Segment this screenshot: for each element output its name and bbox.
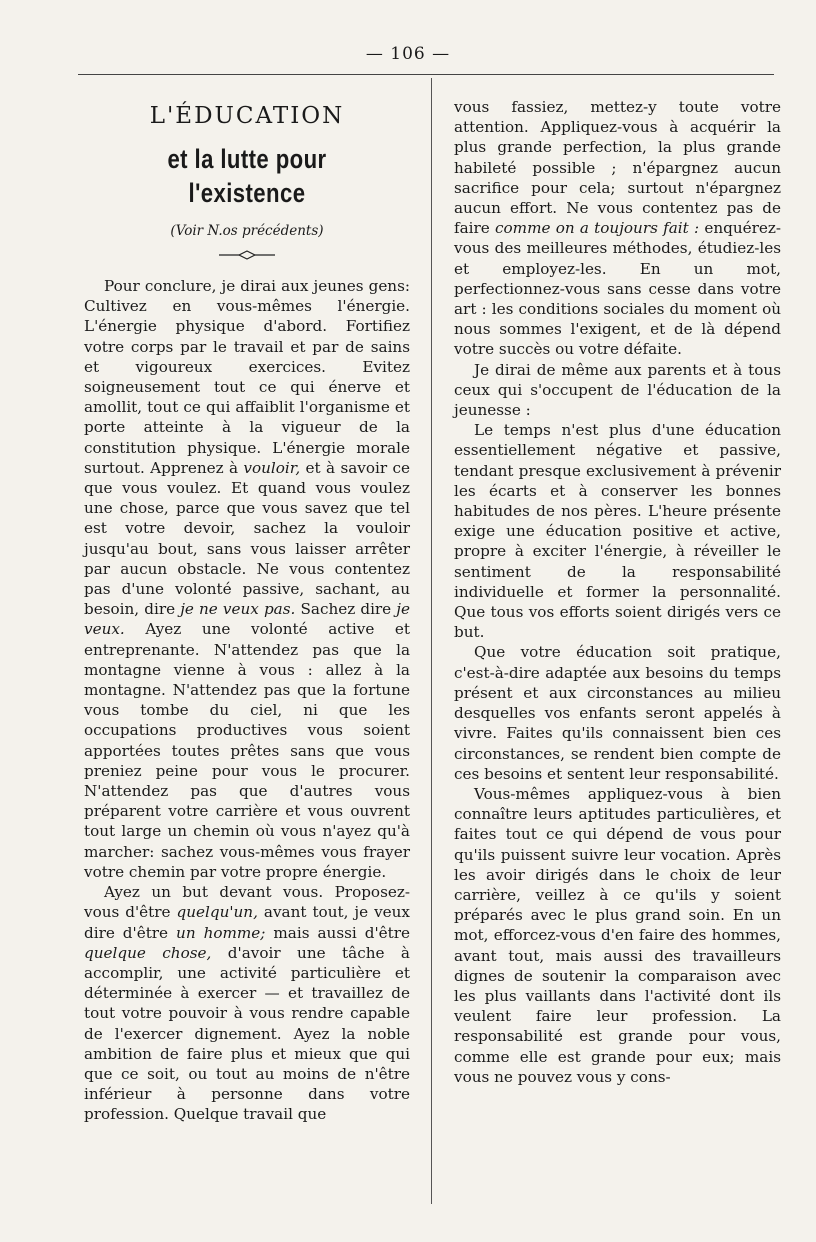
article-subtitle-heading: et la lutte pour l'existence	[167, 144, 327, 208]
right-column	[454, 97, 781, 1087]
text-run: enquérez-vous des meilleures méthodes, étudiez-les et employez-les. En un mot, perfectionnez-vous sans cesse dans votre art : les conditions sociales du moment où nous sommes l'exigent, et de là dépend votre succès ou votre défaite.	[454, 219, 782, 359]
emphasis: comme on a toujours fait :	[495, 219, 700, 238]
article-reference: (Voir N.os précédents)	[170, 223, 324, 239]
paragraph: Le temps n'est plus d'une éducation essentiellement négative et passive, tendant presque exclusivement à prévenir les écarts et à conserver les bonnes habitudes de nos pères. L'heure présente exige une éducation positive et active, propre à exciter l'énergie, à réveiller le sentiment de la responsabilité individuelle et former la personnalité. Que tous vos efforts soient dirigés vers ce but.	[454, 421, 781, 642]
paragraph	[84, 882, 410, 1124]
column-divider	[431, 78, 432, 1204]
paragraph	[454, 97, 781, 360]
text-run: Sachez dire	[295, 600, 397, 619]
text-run: Ayez une volonté active et entreprenante. N'attendez pas que la montagne vienne à vous : allez à la montagne. N'attendez pas que la fortune vous tombe du ciel, ni que les occupations productives vous soient apportées toutes prêtes sans que vous preniez peine pour vous le procurer. N'attendez pas que d'autres vous préparent votre carrière et vous ouvrent tout large un chemin où vous n'ayez qu'à marcher: sachez vous-mêmes vous frayer votre chemin par votre propre énergie.	[84, 620, 410, 881]
text-run: vous fassiez, mettez-y toute votre attention. Appliquez-vous à acquérir la plus grande perfection, la plus grande habileté possible ; n'épargnez aucun sacrifice pour cela; surtout n'épargnez aucun effort. Ne vous contentez pas de faire	[454, 98, 781, 238]
text-run: avant tout, je veux dire d'être	[84, 903, 410, 942]
text-run: mais aussi d'être	[265, 923, 410, 942]
text-run: d'avoir une tâche à accomplir, une activité particulière et déterminée à exercer — et travaillez de tout votre pouvoir à vous rendre capable de l'exercer dignement. Ayez la noble ambition de faire plus et mieux que qui que ce soit, ou tout au moins de n'être inférieur à personne dans votre profession. Quelque travail que	[84, 943, 410, 1124]
left-column	[84, 96, 410, 1125]
emphasis: je ne veux pas.	[180, 600, 296, 619]
paragraph: Je dirai de même aux parents et à tous ceux qui s'occupent de l'éducation de la jeunesse :	[454, 360, 781, 420]
header-rule	[78, 74, 774, 75]
emphasis: je veux.	[84, 600, 410, 639]
paragraph: Vous-mêmes appliquez-vous à bien connaître leurs aptitudes particulières, et faites tout ce qui dépend de vous pour qu'ils puissent suivre leur vocation. Après les avoir dirigés dans le choix de leur carrière, veillez à ce qu'ils y soient préparés avec le plus grand soin. En un mot, efforcez-vous d'en faire des hommes, avant tout, mais aussi des travailleurs dignes de soutenir la comparaison avec les plus vaillants dans l'activité dont ils veulent faire leur profession. La responsabilité est grande pour vous, comme elle est grande pour eux; mais vous ne pouvez vous y cons-	[454, 784, 781, 1086]
text-run: et à savoir ce que vous voulez. Et quand vous voulez une chose, parce que vous savez que tel est votre devoir, sachez la vouloir jusqu'au bout, sans vous laisser arrêter par aucun obstacle. Ne vous contentez pas d'une volonté passive, sachant, au besoin, dire	[84, 458, 411, 619]
page-number: — 106 —	[365, 44, 451, 64]
emphasis: un homme;	[176, 923, 266, 942]
emphasis: quelqu'un,	[176, 903, 258, 922]
paragraph: Que votre éducation soit pratique, c'est-à-dire adaptée aux besoins du temps présent et aux circonstances au milieu desquelles vos enfants seront appelés à vivre. Faites qu'ils connaissent bien ces circonstances, se rendent bien compte de ces besoins et sentent leur responsabilité.	[454, 643, 781, 783]
emphasis: quelque chose,	[84, 943, 212, 962]
text-run: Ayez un but devant vous. Proposez-vous d'être	[84, 883, 410, 922]
article-title: L'ÉDUCATION	[149, 103, 345, 129]
emphasis: vouloir,	[243, 458, 301, 477]
text-run: Pour conclure, je dirai aux jeunes gens: Cultivez en vous-mêmes l'énergie. L'énergie physique d'abord. Fortifiez votre corps par le travail et par de sains et vigoureux exercices. Evitez soigneusement tout ce qui énerve et amollit, tout ce qui affaiblit l'organisme et porte atteinte à la vigueur de la constitution physique. L'énergie morale surtout. Apprenez à	[84, 277, 410, 477]
ornament-divider-icon	[217, 250, 277, 260]
paragraph	[84, 276, 410, 882]
